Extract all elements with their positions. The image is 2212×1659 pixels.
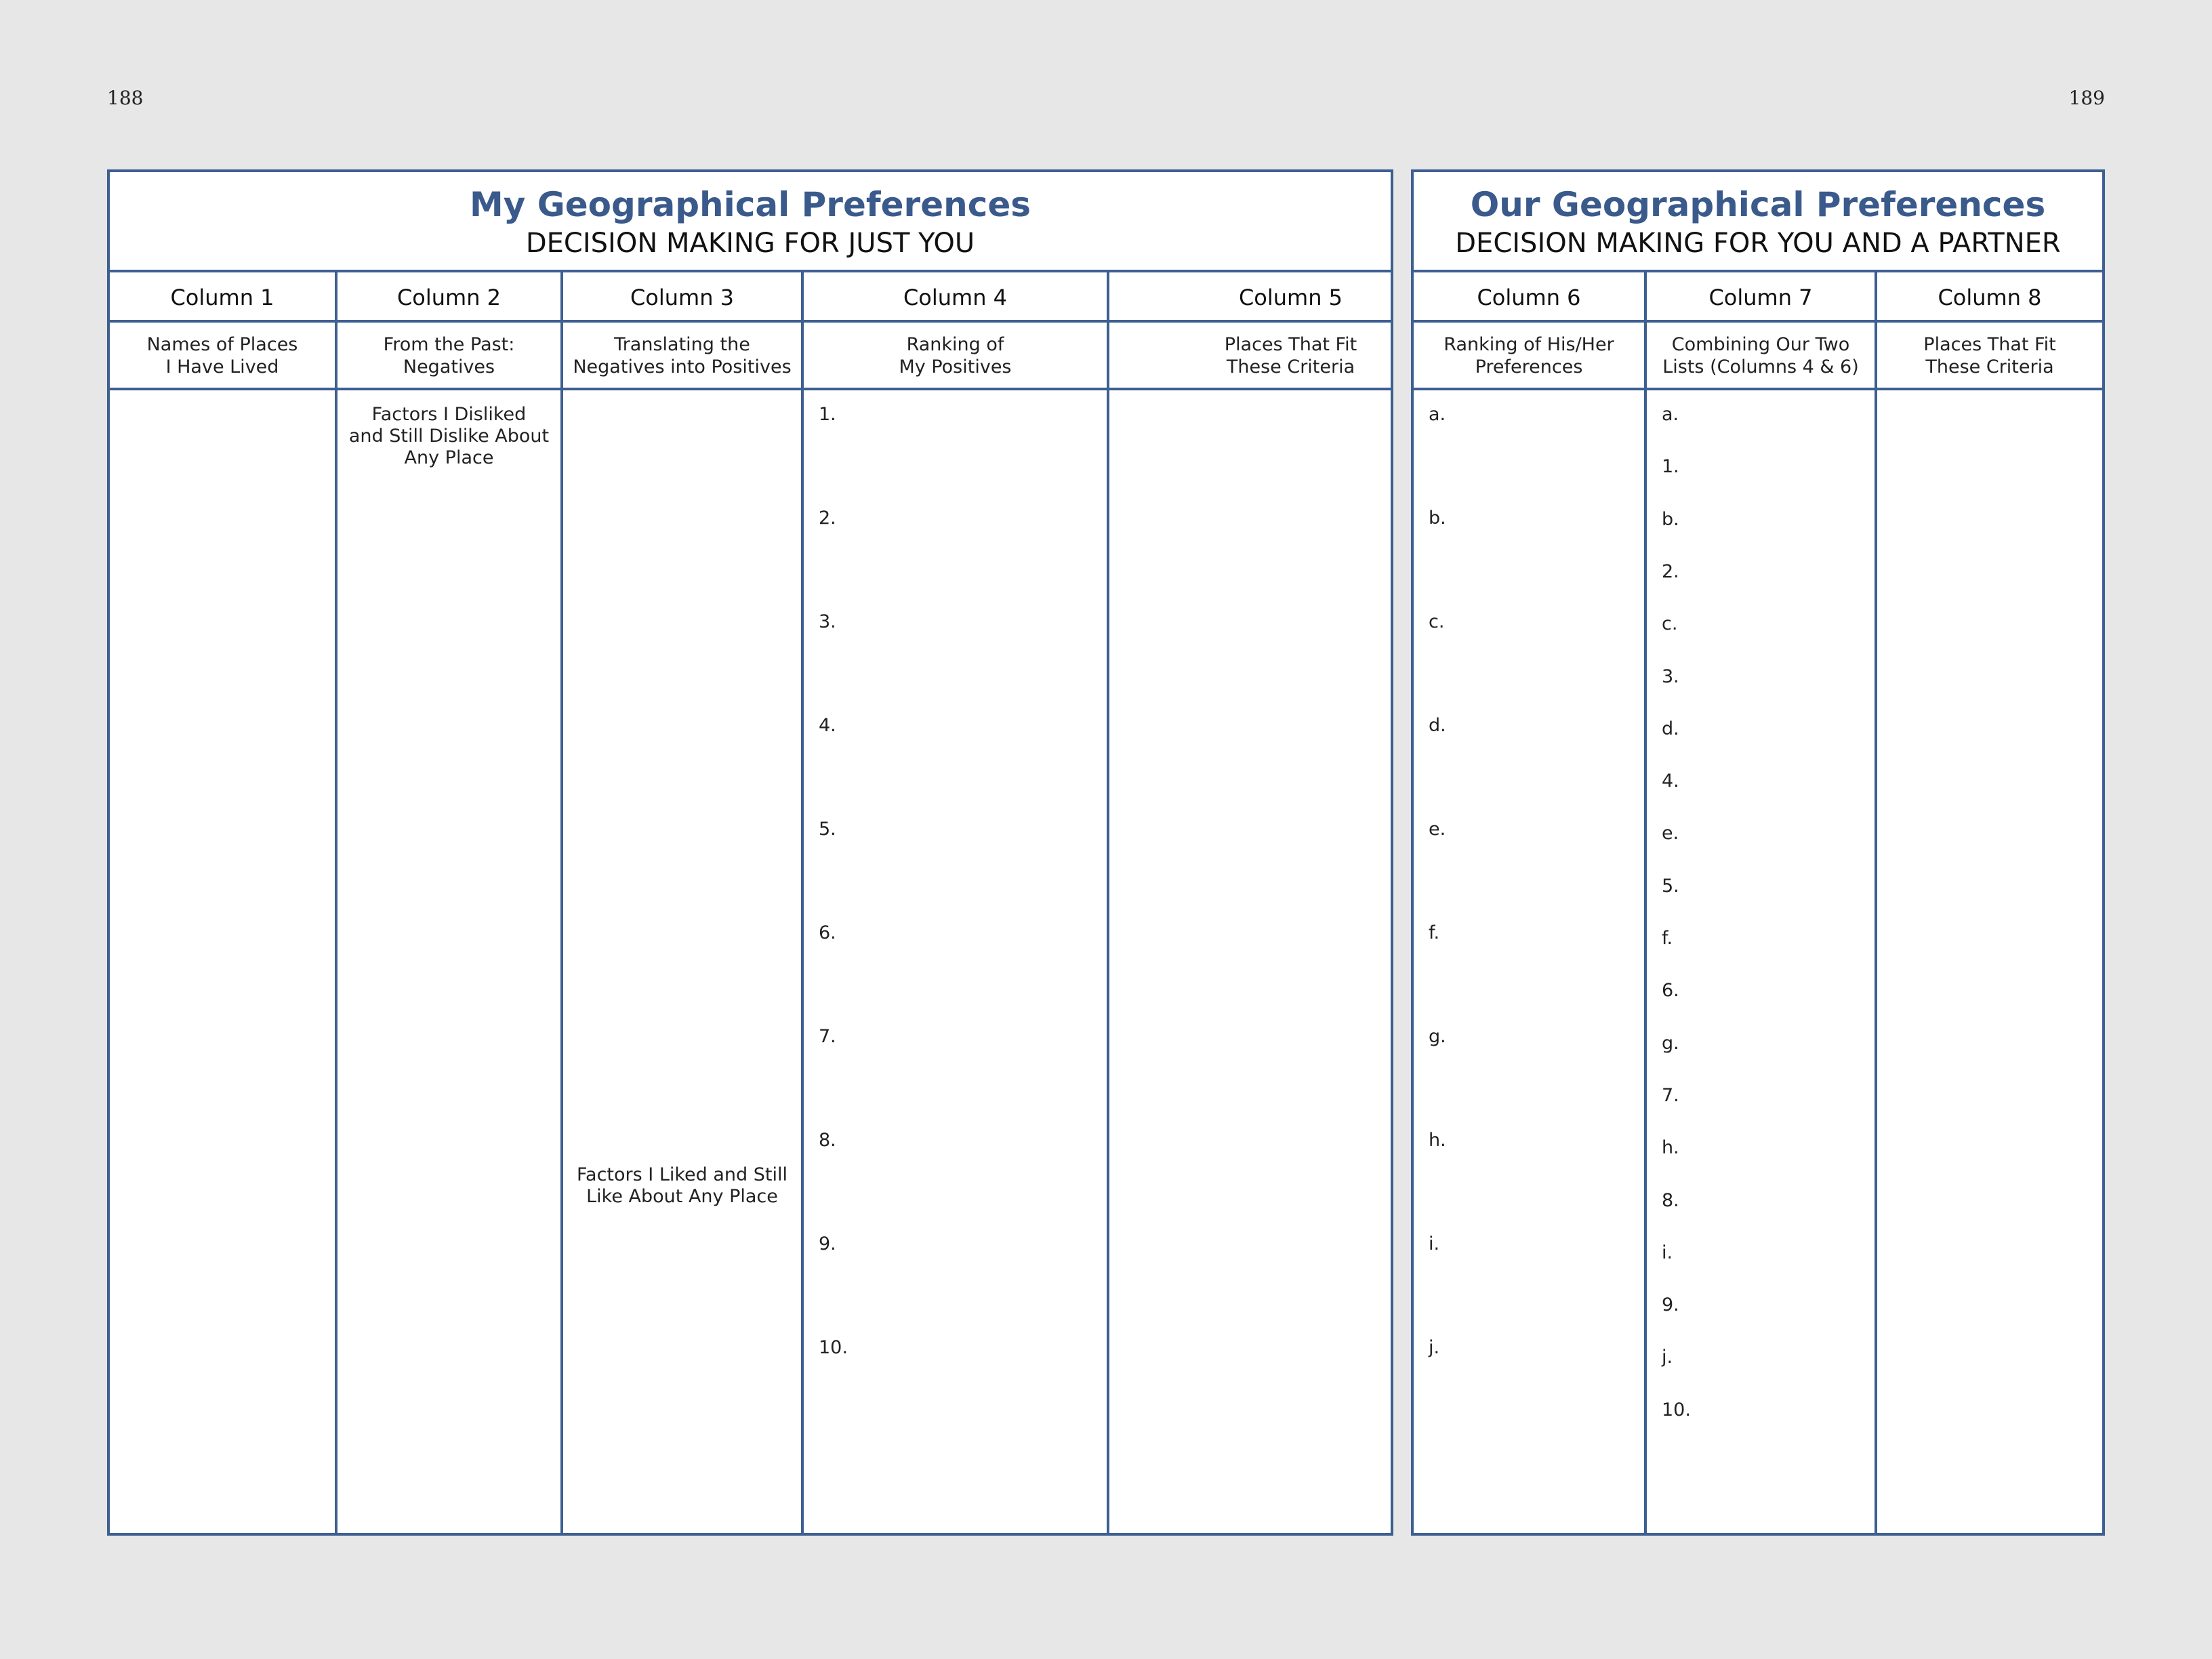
worksheet-header bbox=[1414, 172, 2102, 272]
list-item: e. bbox=[1662, 823, 1679, 844]
our-preferences-worksheet bbox=[1411, 169, 2105, 1536]
list-item: g. bbox=[1662, 1032, 1679, 1054]
list-item: 5. bbox=[819, 819, 836, 840]
list-item: i. bbox=[1429, 1233, 1440, 1254]
worksheet-subtitle: DECISION MAKING FOR YOU AND A PARTNER bbox=[1455, 228, 2061, 259]
list-item: 4. bbox=[1662, 771, 1679, 792]
column-4 bbox=[801, 272, 1107, 1533]
column-description: Places That Fit These Criteria bbox=[1109, 323, 1391, 390]
list-item: 9. bbox=[819, 1233, 836, 1254]
column-note: Factors I Liked and Still Like About Any Place bbox=[576, 1164, 787, 1207]
list-item: d. bbox=[1429, 715, 1446, 736]
column-description: Names of Places I Have Lived bbox=[110, 323, 335, 390]
list-item: a. bbox=[1662, 404, 1679, 425]
column-name: Column 7 bbox=[1647, 272, 1875, 323]
list-item: 3. bbox=[1662, 665, 1679, 687]
column-description: From the Past: Negatives bbox=[337, 323, 560, 390]
list-item: b. bbox=[1429, 508, 1446, 529]
list-item: g. bbox=[1429, 1026, 1446, 1047]
column-name: Column 5 bbox=[1109, 272, 1391, 323]
list-item: 1. bbox=[819, 404, 836, 425]
column-description: Combining Our Two Lists (Columns 4 & 6) bbox=[1647, 323, 1875, 390]
column-description: Places That Fit These Criteria bbox=[1877, 323, 2102, 390]
list-item: 9. bbox=[1662, 1294, 1679, 1316]
list-item: 7. bbox=[1662, 1084, 1679, 1106]
column-6 bbox=[1414, 272, 1644, 1533]
list-item: c. bbox=[1662, 613, 1678, 635]
column-description: Translating the Negatives into Positives bbox=[563, 323, 801, 390]
list-item: a. bbox=[1429, 404, 1446, 425]
column-note: Factors I Disliked and Still Dislike About Any Place bbox=[348, 404, 550, 468]
worksheet-title: Our Geographical Preferences bbox=[1470, 185, 2046, 224]
list-item: h. bbox=[1429, 1130, 1446, 1151]
list-item: 4. bbox=[819, 715, 836, 736]
column-description: Ranking of His/Her Preferences bbox=[1414, 323, 1644, 390]
list-item: f. bbox=[1662, 928, 1673, 949]
list-item: 1. bbox=[1662, 456, 1679, 478]
list-item: b. bbox=[1662, 508, 1679, 530]
list-item: 5. bbox=[1662, 875, 1679, 897]
list-item: 8. bbox=[819, 1130, 836, 1151]
list-item: 10. bbox=[819, 1337, 848, 1358]
worksheet-title: My Geographical Preferences bbox=[469, 185, 1031, 224]
column-name: Column 4 bbox=[804, 272, 1107, 323]
list-item: i. bbox=[1662, 1242, 1673, 1263]
my-preferences-worksheet bbox=[107, 169, 1393, 1536]
column-5 bbox=[1107, 272, 1391, 1533]
page-number-left: 188 bbox=[107, 87, 144, 109]
page-number-right: 189 bbox=[2068, 87, 2105, 109]
column-name: Column 8 bbox=[1877, 272, 2102, 323]
column-name: Column 2 bbox=[337, 272, 560, 323]
column-1 bbox=[110, 272, 335, 1533]
list-item: 6. bbox=[1662, 980, 1679, 1002]
column-7 bbox=[1644, 272, 1875, 1533]
list-item: j. bbox=[1662, 1347, 1673, 1368]
column-2 bbox=[335, 272, 560, 1533]
worksheet-header bbox=[110, 172, 1391, 272]
list-item: f. bbox=[1429, 922, 1440, 943]
list-item: 6. bbox=[819, 922, 836, 943]
list-item: h. bbox=[1662, 1137, 1679, 1159]
list-item: 2. bbox=[1662, 560, 1679, 582]
list-item: d. bbox=[1662, 718, 1679, 739]
column-name: Column 1 bbox=[110, 272, 335, 323]
list-item: j. bbox=[1429, 1337, 1440, 1358]
column-name: Column 6 bbox=[1414, 272, 1644, 323]
column-description: Ranking of My Positives bbox=[804, 323, 1107, 390]
list-item: 2. bbox=[819, 508, 836, 529]
column-name: Column 3 bbox=[563, 272, 801, 323]
list-item: e. bbox=[1429, 819, 1446, 840]
column-8 bbox=[1875, 272, 2102, 1533]
list-item: 8. bbox=[1662, 1189, 1679, 1211]
worksheet-subtitle: DECISION MAKING FOR JUST YOU bbox=[525, 228, 975, 259]
list-item: c. bbox=[1429, 611, 1445, 632]
column-3 bbox=[560, 272, 801, 1533]
list-item: 3. bbox=[819, 611, 836, 632]
list-item: 7. bbox=[819, 1026, 836, 1047]
list-item: 10. bbox=[1662, 1399, 1691, 1420]
